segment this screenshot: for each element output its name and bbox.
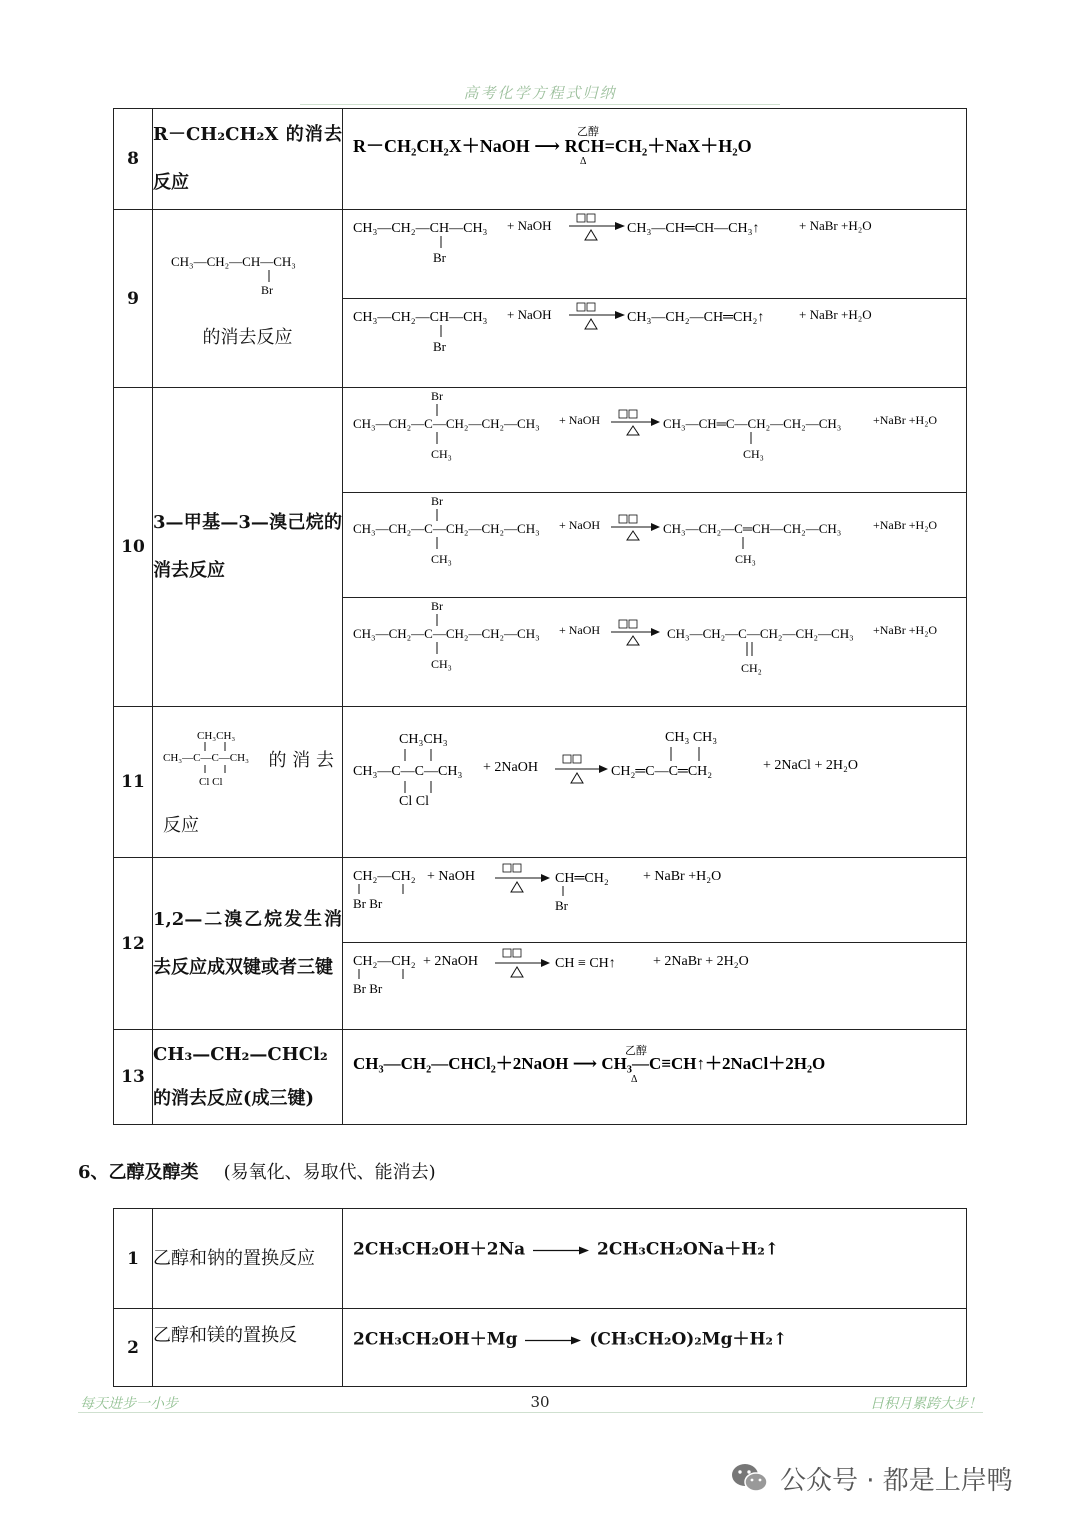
reaction-name: 的 消 去 [268, 750, 334, 771]
structure-formula: CH₃—C—C—CH₃ [163, 752, 249, 764]
arrow-head [599, 765, 608, 773]
equation-cell [343, 1209, 967, 1309]
table-row [114, 1209, 967, 1309]
equation-cell [343, 493, 967, 598]
watermark-text: 公众号 · 都是上岸鸭 [780, 1465, 1013, 1496]
reaction-arrow [523, 1334, 583, 1346]
equation-cell [343, 1309, 967, 1387]
arrow-head [651, 418, 660, 426]
reaction-name: 乙醇和镁的置换反 [153, 1309, 343, 1387]
reaction-name: CH₃—CH₂—CHCl₂的消去反应(成三键) [153, 1030, 343, 1125]
equation-cell [343, 1030, 967, 1125]
equation-cell [343, 109, 967, 210]
row-number: 10 [114, 388, 153, 707]
arrow-head [541, 874, 550, 882]
condition-box [619, 515, 627, 523]
structure-formula: CH₃—CH₂—CH—CH₃ [170, 254, 296, 269]
substituent-label: CH₃ [735, 552, 756, 566]
equation-diagram [343, 493, 963, 593]
row-number: 9 [114, 210, 153, 388]
condition-label: 乙醇 [625, 1045, 647, 1057]
equation-products: 2CH₃CH₂ONa＋H₂↑ [597, 1239, 780, 1260]
product-formula: CH₃—CH═C—CH₂—CH₂—CH₃ [663, 416, 842, 431]
byproduct-label: +NaBr +H₂O [873, 518, 938, 532]
product-formula: CH ≡ CH↑ [555, 956, 616, 971]
heat-triangle [585, 319, 597, 329]
substituent-label: Br [433, 250, 446, 265]
equation-text [353, 1325, 787, 1350]
reaction-name: 反应 [163, 815, 199, 836]
reagent-label: + NaOH [559, 518, 601, 532]
reagent-label: + NaOH [559, 623, 601, 637]
equation-cell [343, 943, 967, 1030]
equation-cell [343, 707, 967, 858]
byproduct-label: +NaBr +H₂O [873, 413, 938, 427]
structure-2-bromobutane [163, 244, 333, 304]
reaction-name: 乙醇和钠的置换反应 [153, 1209, 343, 1309]
page-header: 高考化学方程式归纳 [463, 84, 617, 102]
equation-products: (CH₃CH₂O)₂Mg＋H₂↑ [589, 1329, 788, 1350]
table-row [114, 1309, 967, 1387]
substituent-label: Br [431, 389, 443, 403]
table-row [114, 388, 967, 493]
reaction-name: 3—甲基—3—溴己烷的消去反应 [153, 388, 343, 707]
condition-box [619, 410, 627, 418]
substituent-label: Cl Cl [199, 776, 223, 788]
equation-cell [343, 858, 967, 943]
arrow-head [541, 959, 550, 967]
condition-label: Δ [631, 1074, 638, 1085]
equation-cell [343, 210, 967, 299]
equation-diagram [343, 707, 963, 853]
condition-box [503, 949, 511, 957]
equation-reactants: 2CH₃CH₂OH＋Mg [353, 1329, 518, 1350]
substituent-label: Br Br [353, 981, 383, 996]
condition-box [577, 303, 585, 311]
reaction-name: R－CH₂CH₂X 的消去反应 [153, 109, 343, 210]
table-row [114, 109, 967, 210]
substituent-label: Br [431, 599, 443, 613]
product-formula: CH₂═C—C═CH₂ [611, 764, 713, 779]
reactant-formula: CH₃—CH₂—CH—CH₃ [353, 310, 488, 325]
arrow-head [651, 523, 660, 531]
row-number: 12 [114, 858, 153, 1030]
equation-diagram [343, 943, 963, 1025]
reagent-label: + NaOH [507, 307, 552, 322]
condition-label: Δ [580, 156, 587, 167]
substituent-label: CH₃ [743, 447, 764, 461]
wechat-icon [730, 1461, 770, 1495]
substituent-label: Cl Cl [399, 794, 429, 809]
equation-diagram [343, 858, 963, 938]
reaction-table-elimination [113, 108, 967, 1125]
condition-box [513, 949, 521, 957]
substituent-label: CH₃ [431, 447, 452, 461]
section-title: 6、乙醇及醇类 [78, 1162, 199, 1183]
reaction-name-cell [153, 707, 343, 858]
footer-left-slogan: 每天进步一小步 [80, 1396, 178, 1412]
reactant-formula: CH₃—CH₂—C—CH₂—CH₂—CH₃ [353, 626, 540, 641]
reaction-name: 的消去反应 [202, 327, 293, 348]
reagent-label: + 2NaOH [423, 954, 478, 969]
condition-box [513, 864, 521, 872]
condition-box [619, 620, 627, 628]
reactant-formula: CH₃—CH₂—C—CH₂—CH₂—CH₃ [353, 521, 540, 536]
substituent-label: CH₃CH₃ [197, 730, 236, 742]
equation-diagram [343, 210, 963, 294]
product-formula: CH₃—CH₂—C—CH₂—CH₂—CH₃ [667, 626, 854, 641]
heat-triangle [571, 773, 583, 783]
byproduct-label: + 2NaBr + 2H₂O [653, 954, 749, 969]
condition-box [587, 214, 595, 222]
condition-box [563, 755, 571, 763]
heat-triangle [511, 882, 523, 892]
watermark [730, 1456, 1013, 1500]
reactant-formula: CH₃—C—C—CH₃ [353, 764, 463, 779]
row-number: 8 [114, 109, 153, 210]
substituent-label: Br [431, 494, 443, 508]
product-formula: CH₃—CH═CH—CH₃↑ [627, 221, 760, 236]
condition-box [577, 214, 585, 222]
reaction-arrow [531, 1244, 591, 1256]
equation-diagram [343, 299, 963, 383]
byproduct-label: + 2NaCl + 2H₂O [763, 758, 858, 773]
reagent-label: + NaOH [427, 869, 475, 884]
heat-triangle [627, 636, 639, 645]
table-row [114, 1030, 967, 1125]
reaction-name-cell [153, 210, 343, 388]
reaction-table-alcohol [113, 1208, 967, 1387]
row-number: 13 [114, 1030, 153, 1125]
reactant-formula: CH₂—CH₂ [353, 869, 416, 884]
equation-diagram [343, 109, 963, 205]
product-formula: CH═CH₂ [555, 871, 609, 886]
equation-cell [343, 388, 967, 493]
substituent-label: CH₃CH₃ [399, 732, 448, 747]
substituent-label: CH₃ CH₃ [665, 730, 718, 745]
substituent-label: CH₃ [431, 657, 452, 671]
condition-box [573, 755, 581, 763]
byproduct-label: + NaBr +H₂O [643, 869, 722, 884]
footer-right-slogan: 日积月累跨大步！ [870, 1396, 982, 1412]
product-formula: CH₃—CH₂—C═CH—CH₂—CH₃ [663, 521, 842, 536]
substituent-label: CH₃ [431, 552, 452, 566]
reagent-label: + NaOH [507, 218, 552, 233]
equation-reactants: 2CH₃CH₂OH＋2Na [353, 1239, 526, 1260]
reaction-name: 1,2—二溴乙烷发生消去反应成双键或者三键 [153, 858, 343, 1030]
equation-cell [343, 598, 967, 707]
condition-box [587, 303, 595, 311]
page-number: 30 [530, 1393, 550, 1411]
condition-box [629, 410, 637, 418]
table-row [114, 707, 967, 858]
structure-dichloride [163, 727, 267, 791]
substituent-label: Br [433, 339, 446, 354]
reactant-formula: CH₃—CH₂—CH—CH₃ [353, 221, 488, 236]
equation-cell [343, 299, 967, 388]
substituent-label: Br Br [353, 896, 383, 911]
row-number: 11 [114, 707, 153, 858]
arrow-head [615, 222, 625, 230]
heat-triangle [627, 426, 639, 435]
reagent-label: + NaOH [559, 413, 601, 427]
row-number: 1 [114, 1209, 153, 1309]
header-divider [300, 104, 780, 105]
product-formula: CH₃—CH₂—CH═CH₂↑ [627, 310, 765, 325]
arrow-head [651, 628, 660, 636]
equation-text: CH₃—CH₂—CHCl₂＋2NaOH ⟶ CH₃—C≡CH↑＋2NaCl＋2H₂O [353, 1054, 826, 1073]
heat-triangle [585, 230, 597, 240]
byproduct-label: +NaBr +H₂O [873, 623, 938, 637]
equation-diagram [343, 598, 963, 702]
condition-box [629, 515, 637, 523]
heat-triangle [511, 967, 523, 977]
reactant-formula: CH₃—CH₂—C—CH₂—CH₂—CH₃ [353, 416, 540, 431]
row-number: 2 [114, 1309, 153, 1387]
equation-text [353, 1235, 779, 1260]
reagent-label: + 2NaOH [483, 760, 538, 775]
byproduct-label: + NaBr +H₂O [799, 218, 872, 233]
condition-box [629, 620, 637, 628]
substituent-label: Br [260, 283, 273, 297]
section-heading [78, 1158, 436, 1184]
equation-text: R－CH₂CH₂X＋NaOH ⟶ RCH=CH₂＋NaX＋H₂O [353, 136, 752, 156]
table-row [114, 210, 967, 299]
footer-divider [78, 1412, 983, 1413]
byproduct-label: + NaBr +H₂O [799, 307, 872, 322]
condition-box [503, 864, 511, 872]
substituent-label: Br [555, 898, 568, 913]
section-note: (易氧化、易取代、能消去) [223, 1162, 436, 1183]
arrow-head [615, 311, 625, 319]
equation-diagram [343, 388, 963, 488]
heat-triangle [627, 531, 639, 540]
condition-label: 乙醇 [577, 126, 599, 138]
reactant-formula: CH₂—CH₂ [353, 954, 416, 969]
table-row [114, 858, 967, 943]
substituent-label: CH₂ [741, 661, 762, 675]
equation-diagram [343, 1030, 963, 1120]
